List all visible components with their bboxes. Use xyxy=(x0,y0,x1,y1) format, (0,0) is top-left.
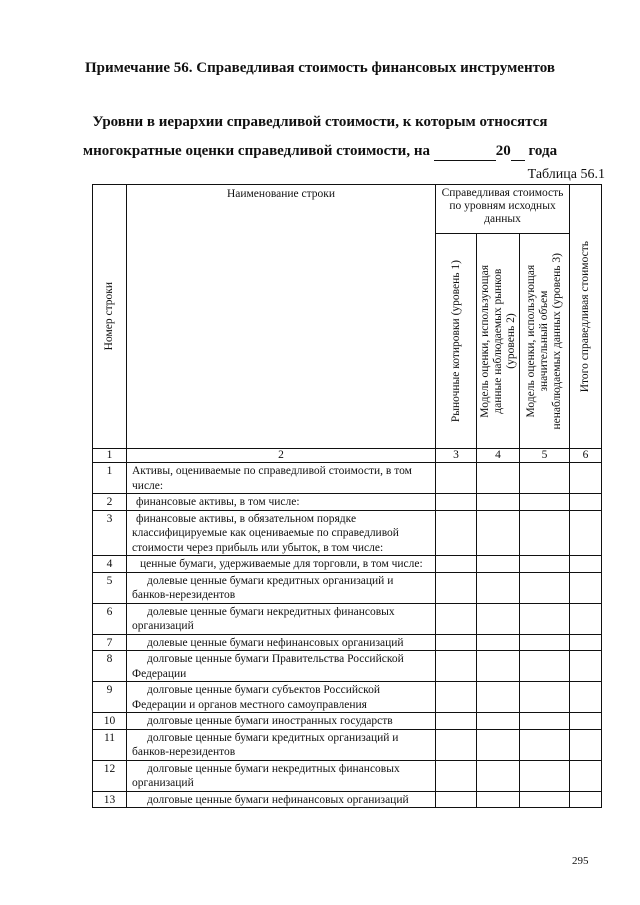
row-number: 10 xyxy=(93,713,127,730)
value-cell[interactable] xyxy=(436,556,477,573)
value-cell[interactable] xyxy=(570,651,602,682)
row-name: долговые ценные бумаги кредитных организаций и банков-нерезидентов xyxy=(127,729,436,760)
note-title: Примечание 56. Справедливая стоимость финансовых инструментов xyxy=(84,60,555,76)
table-row xyxy=(93,556,602,573)
row-name: долговые ценные бумаги иностранных государств xyxy=(127,713,436,730)
value-cell[interactable] xyxy=(570,510,602,556)
column-number: 2 xyxy=(127,449,436,463)
row-number: 9 xyxy=(93,682,127,713)
column-number: 4 xyxy=(477,449,520,463)
header-row-name: Наименование строки xyxy=(127,185,436,449)
value-cell[interactable] xyxy=(436,651,477,682)
table-row xyxy=(93,713,602,730)
table-row xyxy=(93,634,602,651)
column-number: 1 xyxy=(93,449,127,463)
value-cell[interactable] xyxy=(477,651,520,682)
value-cell[interactable] xyxy=(436,729,477,760)
row-number: 7 xyxy=(93,634,127,651)
row-number: 8 xyxy=(93,651,127,682)
row-name: финансовые активы, в том числе: xyxy=(127,494,436,511)
row-number: 13 xyxy=(93,791,127,808)
row-name: долговые ценные бумаги некредитных финансовых организаций xyxy=(127,760,436,791)
value-cell[interactable] xyxy=(520,494,570,511)
table-row xyxy=(93,463,602,494)
table-row xyxy=(93,651,602,682)
table-row xyxy=(93,572,602,603)
value-cell[interactable] xyxy=(520,682,570,713)
row-number: 4 xyxy=(93,556,127,573)
value-cell[interactable] xyxy=(436,791,477,808)
header-level3 xyxy=(520,234,570,449)
value-cell[interactable] xyxy=(436,634,477,651)
value-cell[interactable] xyxy=(520,760,570,791)
value-cell[interactable] xyxy=(520,729,570,760)
value-cell[interactable] xyxy=(436,572,477,603)
value-cell[interactable] xyxy=(477,463,520,494)
subtitle-line2-prefix: многократные оценки справедливой стоимости, на xyxy=(82,143,430,159)
column-number: 6 xyxy=(570,449,602,463)
value-cell[interactable] xyxy=(436,463,477,494)
fair-value-table xyxy=(92,184,602,808)
row-number: 2 xyxy=(93,494,127,511)
row-name: долговые ценные бумаги Правительства Российской Федерации xyxy=(127,651,436,682)
value-cell[interactable] xyxy=(436,713,477,730)
value-cell[interactable] xyxy=(477,760,520,791)
value-cell[interactable] xyxy=(570,634,602,651)
value-cell[interactable] xyxy=(436,682,477,713)
row-number: 5 xyxy=(93,572,127,603)
header-level2-text: Модель оценки, использующая данные наблюдаемых рынков (уровень 2) xyxy=(478,264,517,418)
table-row xyxy=(93,494,602,511)
value-cell[interactable] xyxy=(520,556,570,573)
row-number: 1 xyxy=(93,463,127,494)
row-name: Активы, оцениваемые по справедливой стоимости, в том числе: xyxy=(127,463,436,494)
row-name: долевые ценные бумаги кредитных организаций и банков-нерезидентов xyxy=(127,572,436,603)
column-number: 3 xyxy=(436,449,477,463)
table-caption: Таблица 56.1 xyxy=(527,167,605,182)
value-cell[interactable] xyxy=(477,791,520,808)
subtitle-line1: Уровни в иерархии справедливой стоимости, к которым относятся xyxy=(92,114,548,130)
row-number: 12 xyxy=(93,760,127,791)
table-row xyxy=(93,510,602,556)
subtitle-line2 xyxy=(0,143,640,161)
table-row xyxy=(93,603,602,634)
value-cell[interactable] xyxy=(570,494,602,511)
value-cell[interactable] xyxy=(436,510,477,556)
header-level1 xyxy=(436,234,477,449)
row-name: ценные бумаги, удерживаемые для торговли, в том числе: xyxy=(127,556,436,573)
value-cell[interactable] xyxy=(520,634,570,651)
value-cell[interactable] xyxy=(570,463,602,494)
value-cell[interactable] xyxy=(520,603,570,634)
row-name: финансовые активы, в обязательном порядке классифицируемые как оцениваемые по справедливой стоимости через прибыль или убыток, в том числе: xyxy=(127,510,436,556)
value-cell[interactable] xyxy=(477,682,520,713)
value-cell[interactable] xyxy=(520,713,570,730)
page-number: 295 xyxy=(572,855,589,867)
header-level2 xyxy=(477,234,520,449)
value-cell[interactable] xyxy=(570,760,602,791)
value-cell[interactable] xyxy=(570,791,602,808)
row-number: 6 xyxy=(93,603,127,634)
value-cell[interactable] xyxy=(477,494,520,511)
value-cell[interactable] xyxy=(570,713,602,730)
value-cell[interactable] xyxy=(520,510,570,556)
value-cell[interactable] xyxy=(477,729,520,760)
date-blank xyxy=(434,143,496,161)
subtitle-line2-suffix: года xyxy=(528,143,558,159)
value-cell[interactable] xyxy=(520,572,570,603)
table-row xyxy=(93,760,602,791)
value-cell[interactable] xyxy=(436,603,477,634)
value-cell[interactable] xyxy=(477,510,520,556)
value-cell[interactable] xyxy=(436,760,477,791)
header-total xyxy=(570,185,602,449)
header-total-text: Итого справедливая стоимость xyxy=(579,240,591,393)
row-name: долевые ценные бумаги некредитных финансовых организаций xyxy=(127,603,436,634)
header-level-group: Справедливая стоимость по уровням исходных данных xyxy=(436,185,570,234)
row-number: 11 xyxy=(93,729,127,760)
value-cell[interactable] xyxy=(570,556,602,573)
value-cell[interactable] xyxy=(520,791,570,808)
value-cell[interactable] xyxy=(477,572,520,603)
column-number: 5 xyxy=(520,449,570,463)
year-value: 20 xyxy=(495,143,511,159)
header-level1-text: Рыночные котировки (уровень 1) xyxy=(449,259,462,423)
value-cell[interactable] xyxy=(477,603,520,634)
date-blank-end xyxy=(511,143,525,161)
header-level3-text: Модель оценки, использующая значительный объем ненаблюдаемых данных (уровень 3) xyxy=(525,252,563,430)
value-cell[interactable] xyxy=(570,682,602,713)
value-cell[interactable] xyxy=(436,494,477,511)
value-cell[interactable] xyxy=(477,713,520,730)
value-cell[interactable] xyxy=(520,463,570,494)
header-row-number-text: Номер строки xyxy=(103,282,115,351)
row-name: долевые ценные бумаги нефинансовых организаций xyxy=(127,634,436,651)
row-name: долговые ценные бумаги субъектов Российской Федерации и органов местного самоуправления xyxy=(127,682,436,713)
value-cell[interactable] xyxy=(570,572,602,603)
table-row xyxy=(93,729,602,760)
value-cell[interactable] xyxy=(570,729,602,760)
row-number: 3 xyxy=(93,510,127,556)
row-name: долговые ценные бумаги нефинансовых организаций xyxy=(127,791,436,808)
value-cell[interactable] xyxy=(477,556,520,573)
table-row xyxy=(93,682,602,713)
header-row-number xyxy=(93,185,127,449)
value-cell[interactable] xyxy=(570,603,602,634)
table-row xyxy=(93,791,602,808)
value-cell[interactable] xyxy=(520,651,570,682)
column-number-row xyxy=(93,449,602,463)
table-body xyxy=(93,463,602,808)
value-cell[interactable] xyxy=(477,634,520,651)
